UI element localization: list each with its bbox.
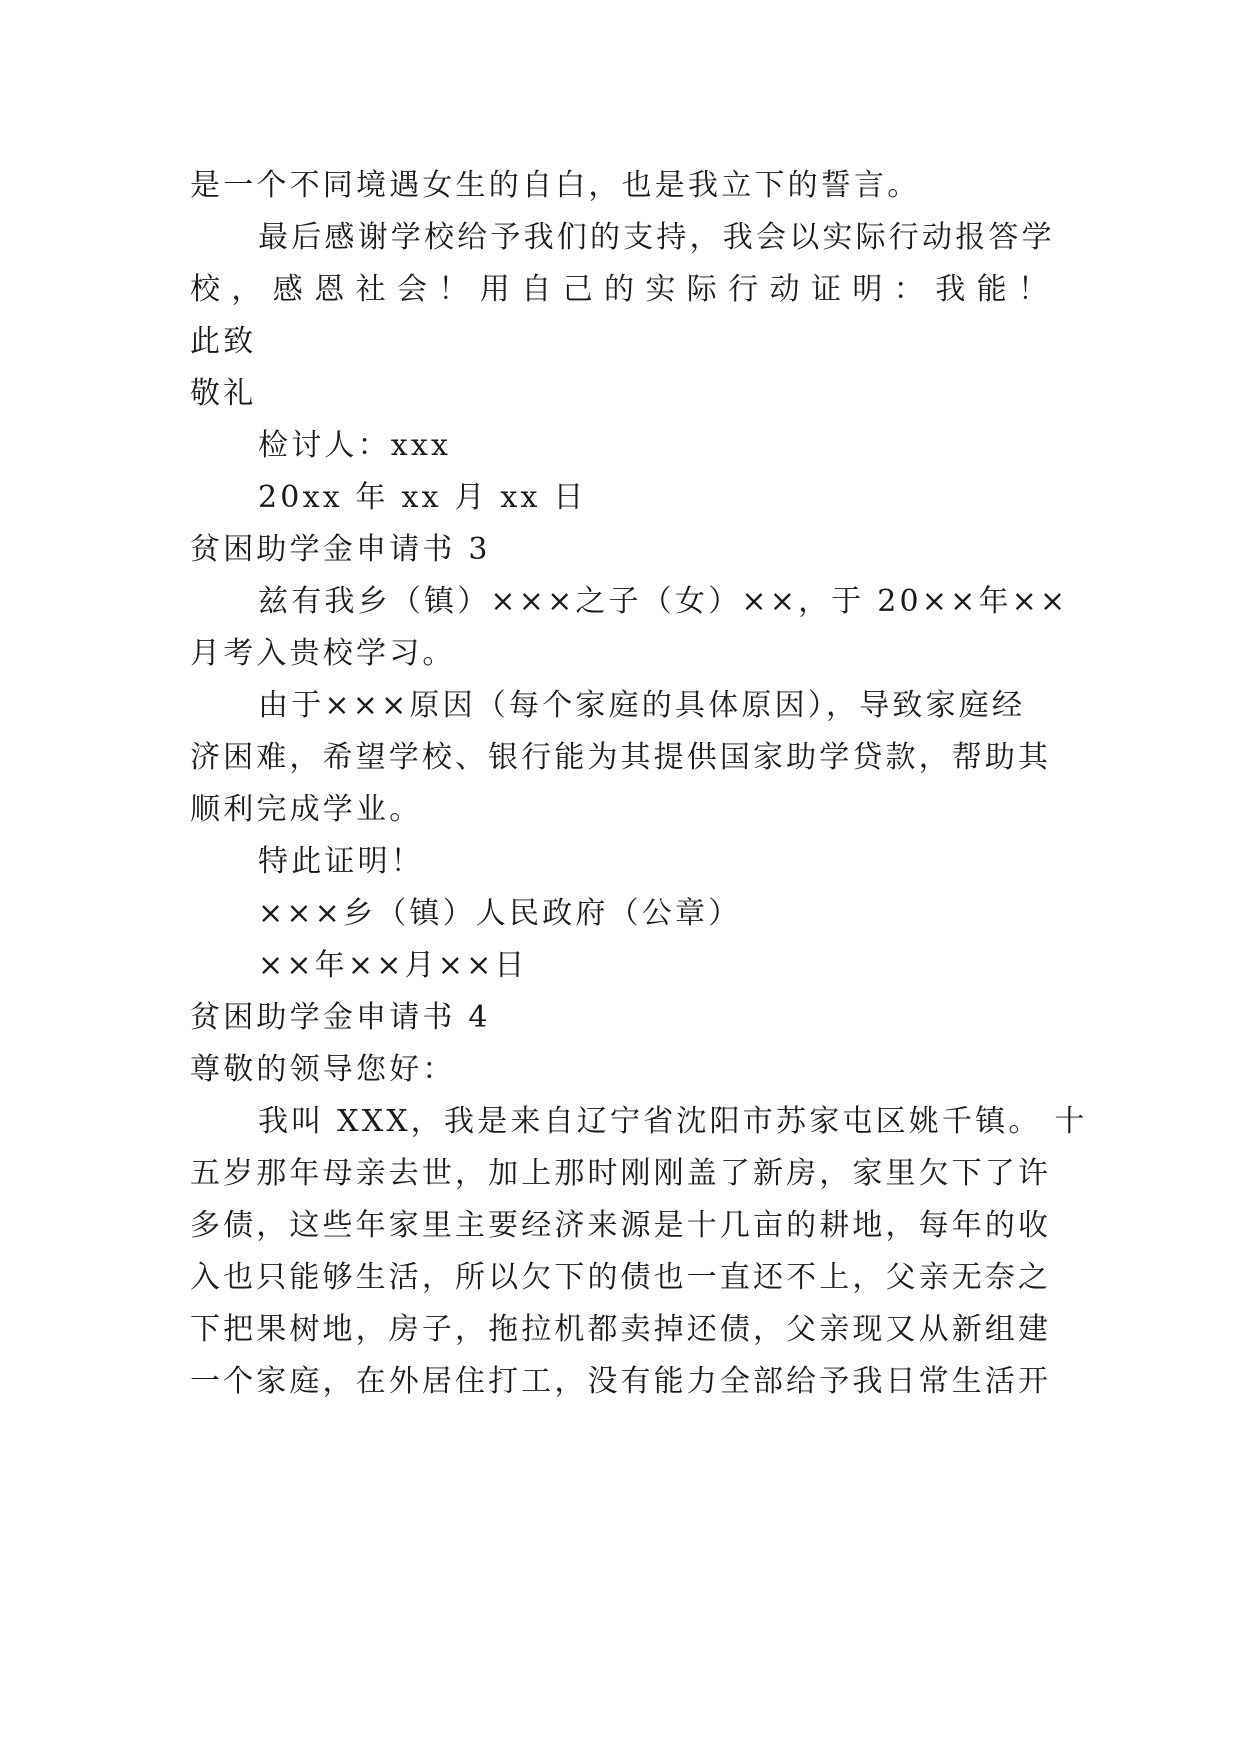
closing-salutation: 敬礼 [190, 376, 257, 411]
date-line: 20xx 年 xx 月 xx 日 [258, 480, 587, 515]
body-line: 我叫 XXX，我是来自辽宁省沈阳市苏家屯区姚千镇。 十 [258, 1104, 1088, 1139]
section-title: 贫困助学金申请书 4 [190, 1000, 491, 1035]
body-line: 月考入贵校学习。 [190, 636, 456, 671]
body-line: 顺利完成学业。 [190, 792, 423, 827]
closing-salutation: 此致 [190, 324, 257, 359]
body-line: 校，感恩社会！用自己的实际行动证明：我能！ [190, 272, 1048, 307]
body-line: 济困难，希望学校、银行能为其提供国家助学贷款，帮助其 [190, 740, 1048, 775]
signature-line: 检讨人：xxx [258, 428, 452, 463]
body-line: 由于×××原因（每个家庭的具体原因），导致家庭经 [258, 688, 1026, 723]
body-line: 多债，这些年家里主要经济来源是十几亩的耕地，每年的收 [190, 1208, 1048, 1243]
body-line: 一个家庭，在外居住打工，没有能力全部给予我日常生活开 [190, 1364, 1048, 1399]
body-line: 最后感谢学校给予我们的支持，我会以实际行动报答学 [258, 220, 1055, 255]
body-line: 兹有我乡（镇）×××之子（女）××，于 20××年×× [258, 584, 1069, 619]
seal-line: ×××乡（镇）人民政府（公章） [258, 896, 742, 931]
date-line: ××年××月××日 [258, 948, 528, 983]
greeting-line: 尊敬的领导您好： [190, 1052, 456, 1087]
body-line: 特此证明！ [258, 844, 424, 879]
body-line: 是一个不同境遇女生的自白，也是我立下的誓言。 [190, 168, 921, 203]
section-title: 贫困助学金申请书 3 [190, 532, 491, 567]
body-line: 五岁那年母亲去世，加上那时刚刚盖了新房，家里欠下了许 [190, 1156, 1048, 1191]
body-line: 入也只能够生活，所以欠下的债也一直还不上，父亲无奈之 [190, 1260, 1048, 1295]
body-line: 下把果树地，房子，拖拉机都卖掉还债，父亲现又从新组建 [190, 1312, 1048, 1347]
